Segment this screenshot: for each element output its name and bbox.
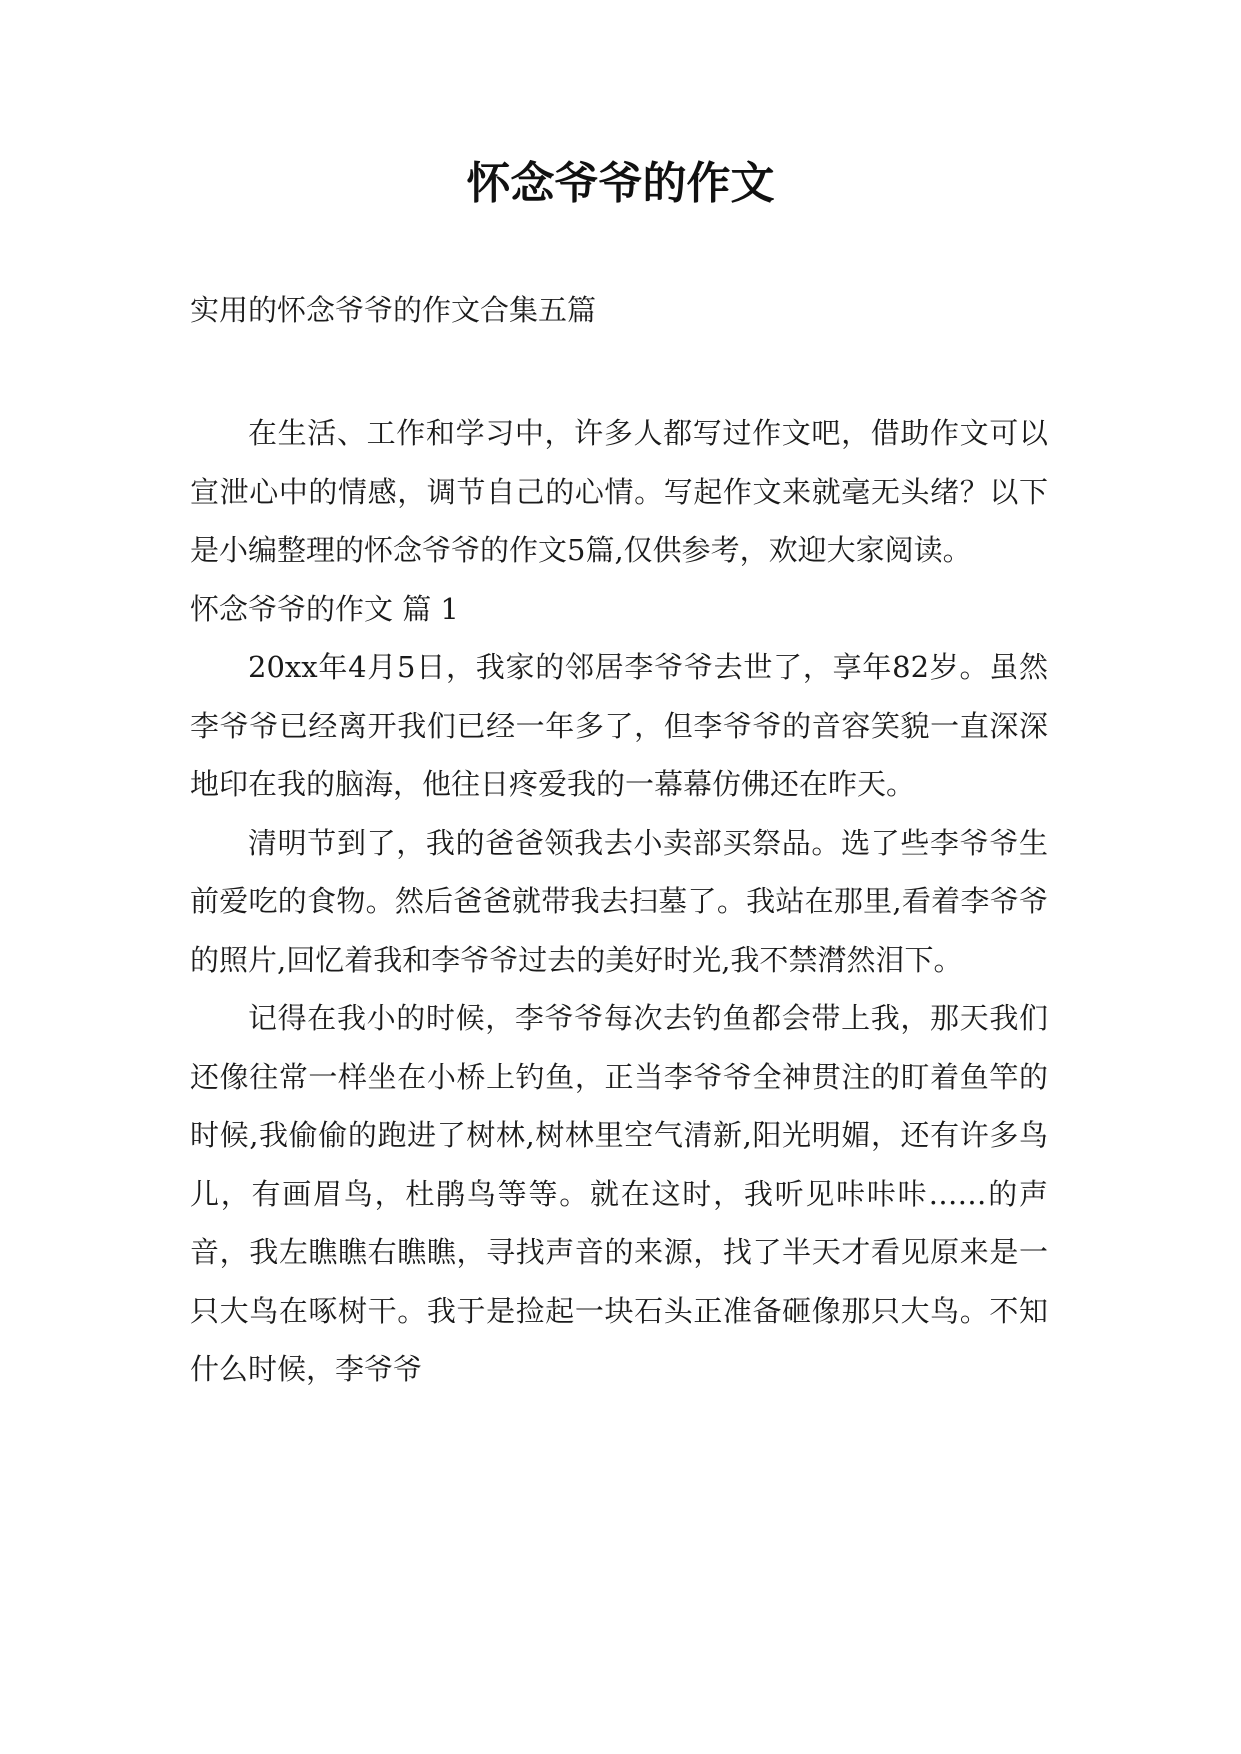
document-body (190, 404, 1048, 1399)
document-title: 怀念爷爷的作文 (466, 158, 775, 209)
body-paragraph-3: 记得在我小的时候，李爷爷每次去钓鱼都会带上我，那天我们还像往常一样坐在小桥上钓鱼，正当李爷爷全神贯注的盯着鱼竿的时候,我偷偷的跑进了树林,树林里空气清新,阳光明媚，还有许多鸟儿，有画眉鸟，杜鹃鸟等等。就在这时，我听见咔咔咔……的声音，我左瞧瞧右瞧瞧，寻找声音的来源，找了半天才看见原来是一只大鸟在啄树干。我于是捡起一块石头正准备砸像那只大鸟。不知什么时候，李爷爷 (190, 1001, 1048, 1386)
intro-paragraph: 在生活、工作和学习中，许多人都写过作文吧，借助作文可以宣泄心中的情感，调节自己的心情。写起作文来就毫无头绪？以下是小编整理的怀念爷爷的作文5篇,仅供参考，欢迎大家阅读。 (190, 416, 1048, 567)
section-heading: 怀念爷爷的作文 篇 1 (190, 591, 459, 626)
body-paragraph-2: 清明节到了，我的爸爸领我去小卖部买祭品。选了些李爷爷生前爱吃的食物。然后爸爸就带我去扫墓了。我站在那里,看着李爷爷的照片,回忆着我和李爷爷过去的美好时光,我不禁潸然泪下。 (190, 825, 1048, 977)
document-subtitle: 实用的怀念爷爷的作文合集五篇 (190, 293, 597, 327)
body-paragraph-1: 20xx年4月5日，我家的邻居李爷爷去世了，享年82岁。虽然李爷爷已经离开我们已经一年多了，但李爷爷的音容笑貌一直深深地印在我的脑海，他往日疼爱我的一幕幕仿佛还在昨天。 (190, 650, 1048, 801)
